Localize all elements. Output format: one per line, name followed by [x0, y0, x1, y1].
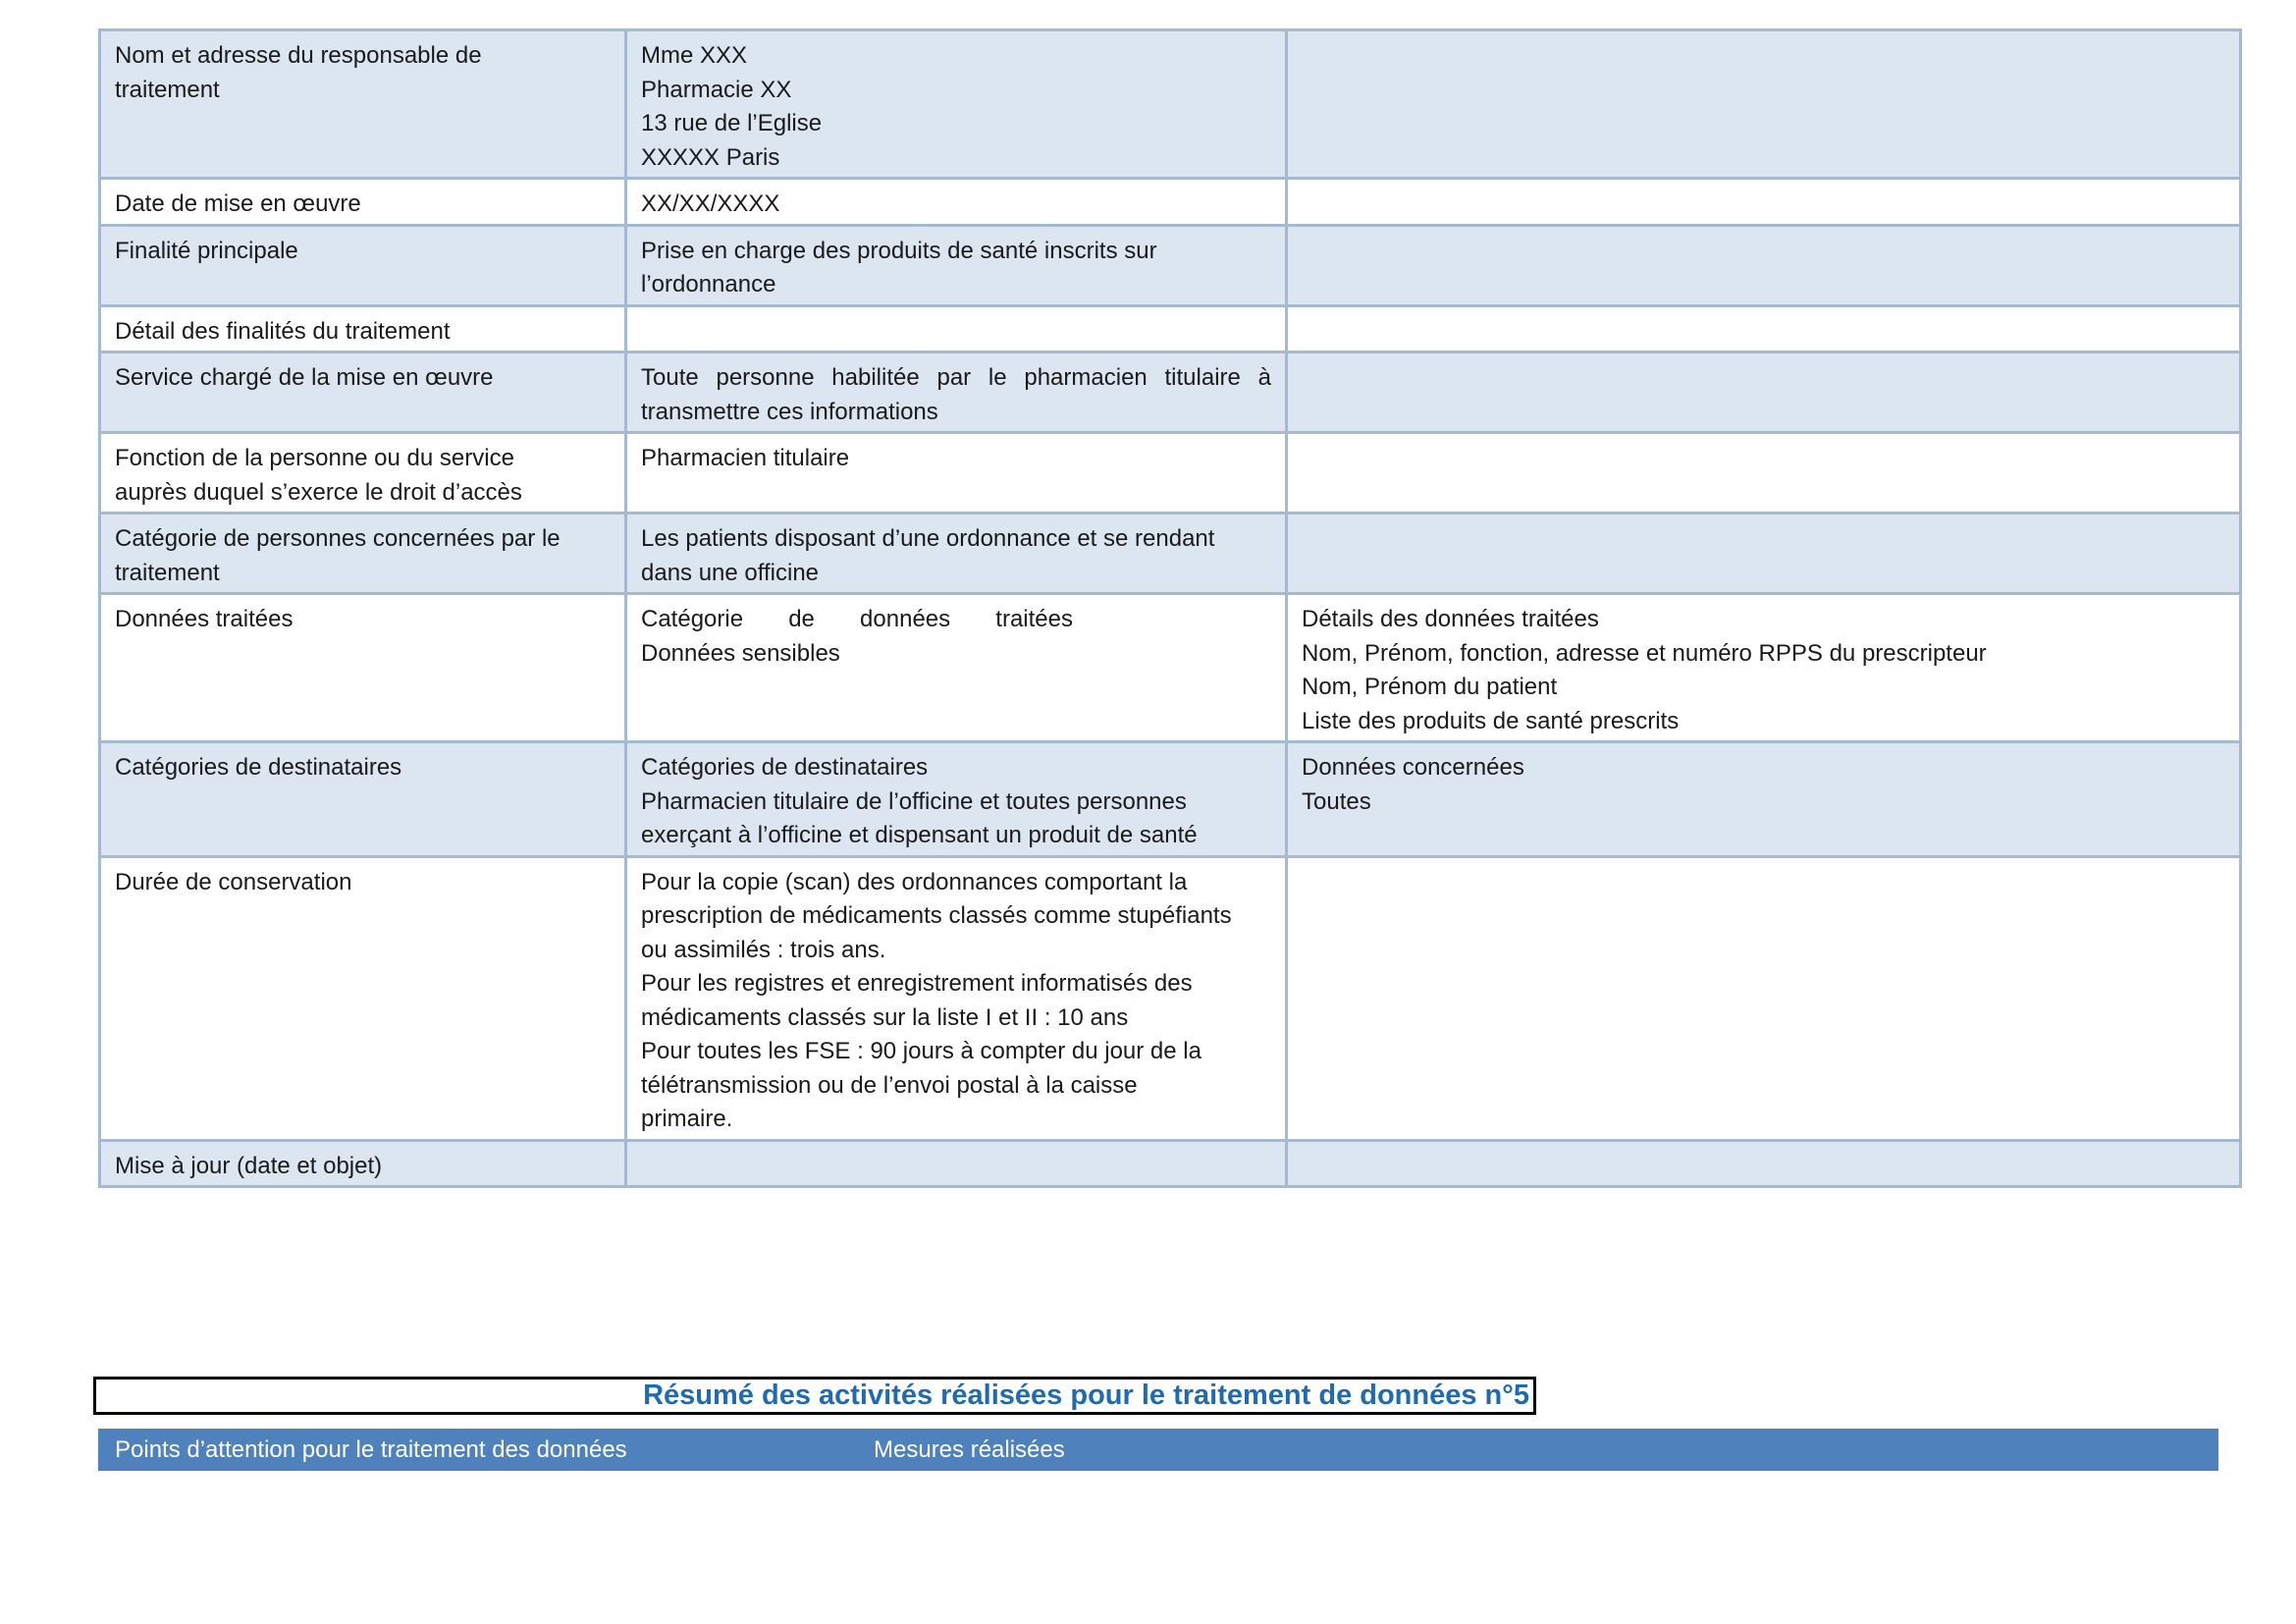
row-mise-a-jour: [100, 1140, 2241, 1187]
value-text: Catégories de destinataires: [641, 754, 929, 781]
label-text: traitement: [115, 559, 220, 586]
row-finalite-principale: [100, 225, 2241, 305]
row-destinataires: [100, 742, 2241, 857]
label-text: Service chargé de la mise en œuvre: [115, 364, 494, 391]
label-cell: [100, 594, 626, 742]
detail-cell: [1287, 514, 2241, 594]
label-text: Nom et adresse du responsable de: [115, 42, 482, 69]
value-text: Prise en charge des produits de santé inscrits sur: [641, 237, 1157, 264]
detail-cell: [1287, 179, 2241, 226]
detail-cell: [1287, 594, 2241, 742]
row-droit-acces: [100, 433, 2241, 514]
label-text: traitement: [115, 76, 220, 103]
label-cell: [100, 742, 626, 857]
value-text: Catégorie de données traitées: [641, 606, 1073, 632]
label-text: Détail des finalités du traitement: [115, 317, 451, 345]
value-cell: [626, 594, 1287, 742]
value-cell: [626, 225, 1287, 305]
label-text: Catégories de destinataires: [115, 754, 402, 781]
value-text: médicaments classés sur la liste I et II : 10 ans: [641, 1003, 1129, 1031]
value-cell: [626, 352, 1287, 433]
value-cell: [626, 433, 1287, 514]
label-text: Finalité principale: [115, 237, 298, 264]
detail-text: Données concernées: [1302, 754, 1524, 781]
label-cell: [100, 514, 626, 594]
detail-cell: [1287, 305, 2241, 352]
detail-cell: [1287, 742, 2241, 857]
label-text: Fonction de la personne ou du service: [115, 445, 514, 471]
detail-text: Nom, Prénom du patient: [1302, 674, 1558, 700]
value-text: primaire.: [641, 1106, 733, 1132]
value-cell: [626, 856, 1287, 1140]
value-text: XXXXX Paris: [641, 143, 780, 171]
label-cell: [100, 30, 626, 179]
detail-cell: [1287, 433, 2241, 514]
value-text: l’ordonnance: [641, 271, 776, 298]
row-duree-conservation: [100, 856, 2241, 1140]
value-cell: [626, 30, 1287, 179]
value-text: Pharmacien titulaire: [641, 445, 850, 471]
value-text: 13 rue de l’Eglise: [641, 110, 823, 136]
value-text: Mme XXX: [641, 42, 748, 69]
value-text: Pour les registres et enregistrement informatisés des: [641, 970, 1193, 997]
row-personnes-concernees: [100, 514, 2241, 594]
value-text: Toute personne habilitée par le pharmacien titulaire à: [641, 364, 1271, 391]
row-date-mise-en-oeuvre: [100, 179, 2241, 226]
detail-text: Liste des produits de santé prescrits: [1302, 707, 1680, 734]
value-text: prescription de médicaments classés comme stupéfiants: [641, 902, 1232, 929]
detail-cell: [1287, 30, 2241, 179]
value-text: Pharmacie XX: [641, 76, 792, 103]
value-cell: [626, 305, 1287, 352]
summary-col-mesures-realisees: Mesures réalisées: [874, 1436, 1065, 1463]
row-donnees-traitees: [100, 594, 2241, 742]
value-cell: [626, 514, 1287, 594]
detail-text: Détails des données traitées: [1302, 606, 1599, 632]
value-text: télétransmission ou de l’envoi postal à la caisse: [641, 1071, 1138, 1099]
detail-text: Nom, Prénom, fonction, adresse et numéro RPPS du prescripteur: [1302, 639, 1987, 667]
label-text: Données traitées: [115, 606, 294, 632]
label-cell: [100, 856, 626, 1140]
label-text: auprès duquel s’exerce le droit d’accès: [115, 478, 522, 506]
detail-text: Toutes: [1302, 787, 1371, 815]
summary-table-header: [98, 1429, 2218, 1471]
value-text: exerçant à l’officine et dispensant un produit de santé: [641, 822, 1198, 848]
label-cell: [100, 179, 626, 226]
detail-cell: [1287, 352, 2241, 433]
label-cell: [100, 433, 626, 514]
processing-register-table: [98, 28, 2242, 1188]
value-cell: [626, 1140, 1287, 1187]
value-text: Les patients disposant d’une ordonnance et se rendant: [641, 525, 1215, 552]
label-text: Catégorie de personnes concernées par le: [115, 525, 561, 552]
value-text: XX/XX/XXXX: [641, 190, 780, 217]
value-text: ou assimilés : trois ans.: [641, 936, 886, 963]
detail-cell: [1287, 856, 2241, 1140]
row-service-charge: [100, 352, 2241, 433]
row-responsable: [100, 30, 2241, 179]
label-cell: [100, 225, 626, 305]
label-cell: [100, 1140, 626, 1187]
value-text: Pour toutes les FSE : 90 jours à compter du jour de la: [641, 1038, 1201, 1064]
label-text: Date de mise en œuvre: [115, 190, 361, 217]
row-detail-finalites: [100, 305, 2241, 352]
detail-cell: [1287, 225, 2241, 305]
label-cell: [100, 352, 626, 433]
value-text: dans une officine: [641, 559, 820, 586]
value-cell: [626, 179, 1287, 226]
summary-title: Résumé des activités réalisées pour le traitement de données n°5: [93, 1377, 1536, 1415]
value-text: Données sensibles: [641, 639, 840, 667]
value-cell: [626, 742, 1287, 857]
value-text: Pharmacien titulaire de l’officine et toutes personnes: [641, 787, 1187, 815]
summary-col-points-attention: Points d’attention pour le traitement des données: [115, 1436, 627, 1463]
value-text: Pour la copie (scan) des ordonnances comportant la: [641, 868, 1188, 895]
value-text: transmettre ces informations: [641, 398, 938, 425]
label-text: Mise à jour (date et objet): [115, 1152, 383, 1179]
detail-cell: [1287, 1140, 2241, 1187]
label-cell: [100, 305, 626, 352]
label-text: Durée de conservation: [115, 868, 352, 895]
